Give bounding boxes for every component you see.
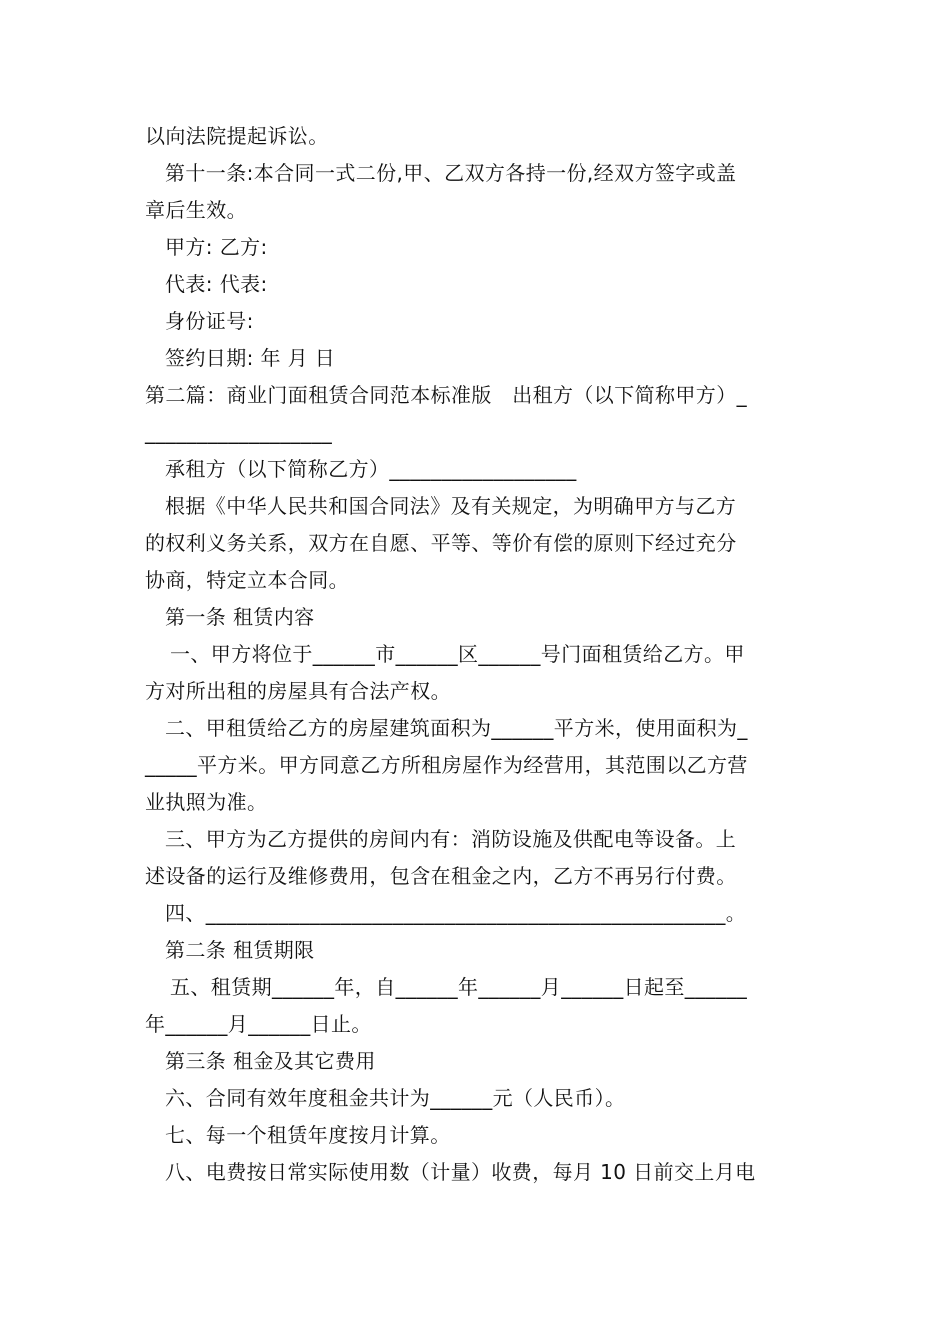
clause-line: 一、甲方将位于______市______区______号门面租赁给乙方。甲 [170,642,745,666]
article-heading: 第三条 租金及其它费用 [165,1049,376,1073]
text-line: 章后生效。 [145,198,247,222]
clause-line: 六、合同有效年度租金共计为______元（人民币）。 [165,1086,626,1110]
blank-fill-line: __________________ [145,420,333,444]
clause-line: _____平方米。甲方同意乙方所租房屋作为经营用，其范围以乙方营 [145,753,748,777]
clause-line: 业执照为准。 [145,790,268,814]
clause-line: 方对所出租的房屋具有合法产权。 [145,679,451,703]
clause-line: 八、电费按日常实际使用数（计量）收费，每月 10 日前交上月电 [165,1160,756,1184]
preamble-line: 根据《中华人民共和国合同法》及有关规定，为明确甲方与乙方 [165,494,737,518]
lessee-line: 承租方（以下简称乙方）__________________ [165,457,577,481]
id-number-line: 身份证号: [165,309,254,333]
chapter-two-heading: 第二篇：商业门面租赁合同范本标准版 出租方（以下简称甲方）_ [145,383,747,407]
clause-line: 五、租赁期______年，自______年______月______日起至______ [170,975,748,999]
article-heading: 第二条 租赁期限 [165,938,315,962]
preamble-line: 的权利义务关系，双方在自愿、平等、等价有偿的原则下经过充分 [145,531,737,555]
clause-line: 四、__________________________________________________。 [165,901,747,925]
clause-line: 述设备的运行及维修费用，包含在租金之内，乙方不再另行付费。 [145,864,737,888]
article-heading: 第一条 租赁内容 [165,605,315,629]
clause-line: 二、甲租赁给乙方的房屋建筑面积为______平方米，使用面积为_ [165,716,748,740]
text-line: 以向法院提起诉讼。 [145,124,329,148]
representative-line: 代表: 代表: [165,272,268,296]
clause-eleven-line: 第十一条:本合同一式二份,甲、乙双方各持一份,经双方签字或盖 [165,161,737,185]
clause-line: 年______月______日止。 [145,1012,372,1036]
clause-line: 三、甲方为乙方提供的房间内有：消防设施及供配电等设备。上 [165,827,737,851]
clause-line: 七、每一个租赁年度按月计算。 [165,1123,451,1147]
party-signature-line: 甲方: 乙方: [165,235,268,259]
signing-date-line: 签约日期: 年 月 日 [165,346,336,370]
preamble-line: 协商，特定立本合同。 [145,568,349,592]
